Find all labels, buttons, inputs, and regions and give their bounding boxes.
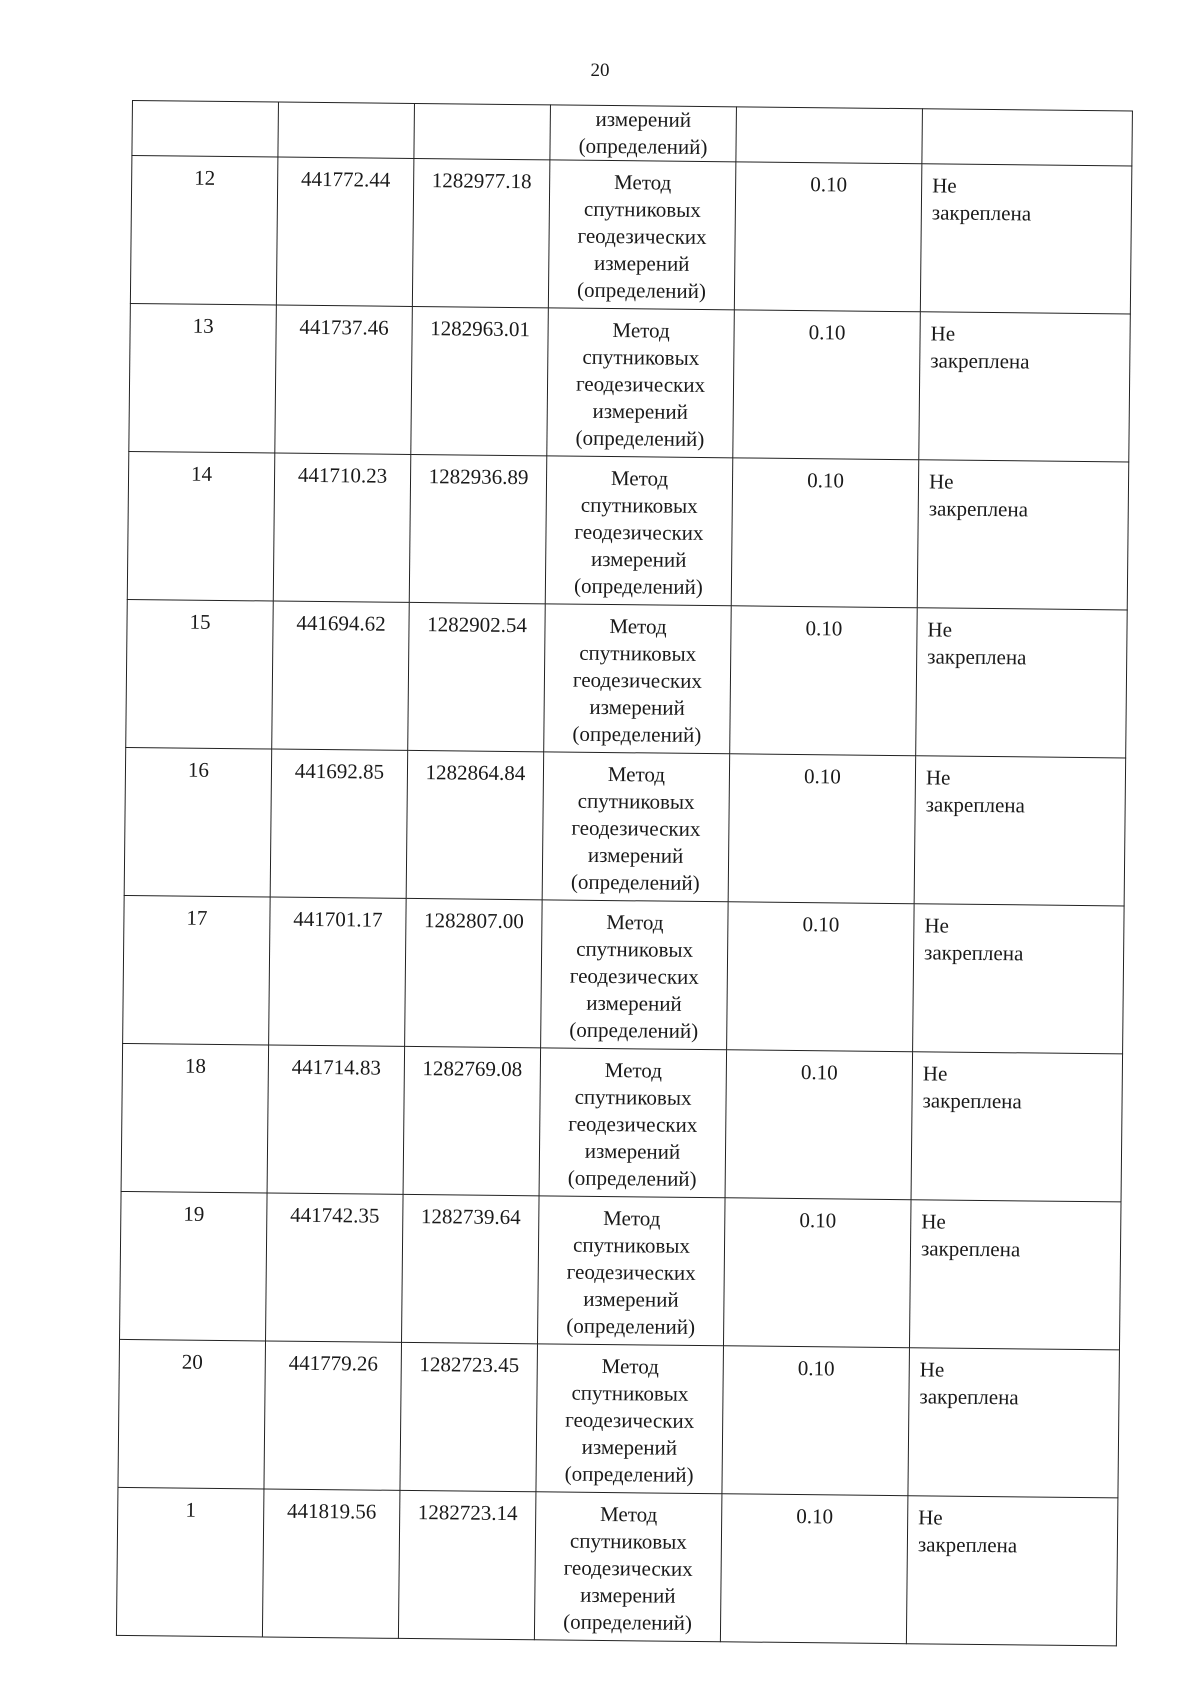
method-line: геодезических [565, 1407, 695, 1433]
table-row [116, 1487, 1117, 1645]
method-line: геодезических [572, 667, 703, 693]
cell-y: 1282963.01 [411, 306, 549, 455]
method-line: измерений [584, 1138, 681, 1164]
table-row [121, 1043, 1122, 1201]
method-line: Метод [603, 1205, 661, 1231]
fixation-line: закреплена [927, 644, 1027, 670]
method-line: (определений) [566, 1313, 696, 1339]
cell-fixation [906, 1496, 1118, 1646]
method-line: спутниковых [580, 492, 698, 518]
method-line: измерений [587, 842, 684, 868]
method-line: (определений) [572, 721, 702, 747]
method-line: измерений [595, 106, 692, 132]
fixation-line: закреплена [930, 348, 1030, 374]
cell-number: 13 [129, 303, 277, 453]
fixation-line: Не [928, 469, 954, 494]
method-line: геодезических [577, 223, 707, 250]
table-row [129, 303, 1130, 461]
method-line: спутниковых [582, 344, 700, 370]
fixation-line: Не [918, 1505, 943, 1530]
method-line: (определений) [567, 1165, 697, 1191]
cell-fixation [917, 460, 1129, 610]
method-line: измерений [589, 694, 685, 720]
cell-x: 441742.35 [266, 1193, 404, 1342]
coordinates-table [116, 100, 1133, 1646]
cell-y: 1282902.54 [408, 602, 546, 751]
cell-number: 12 [130, 156, 278, 306]
fixation-line: Не [927, 617, 953, 642]
fixation-line: закреплена [931, 200, 1032, 226]
method-line: геодезических [574, 519, 704, 546]
cell-method [550, 105, 737, 162]
method-line: измерений [593, 250, 690, 276]
cell-accuracy: 0.10 [731, 458, 919, 608]
method-line: (определений) [563, 1609, 693, 1635]
cell-number: 1 [116, 1487, 264, 1637]
table-body [116, 101, 1132, 1646]
method-line: (определений) [577, 277, 707, 304]
method-line: (определений) [578, 133, 708, 160]
table-row [124, 747, 1125, 905]
fixation-line: Не [922, 1061, 948, 1086]
method-line: геодезических [568, 1111, 698, 1137]
cell-fixation [922, 109, 1133, 166]
table-row [118, 1339, 1119, 1497]
fixation-line: закреплена [922, 1088, 1022, 1114]
cell-accuracy: 0.10 [734, 162, 922, 312]
cell-number: 16 [124, 747, 272, 897]
cell-x: 441772.44 [276, 157, 414, 306]
method-line: Метод [609, 614, 667, 639]
cell-fixation [920, 164, 1132, 314]
cell-accuracy: 0.10 [725, 1050, 913, 1200]
cell-number: 17 [123, 895, 271, 1045]
table-row [127, 451, 1128, 609]
cell-x [278, 102, 415, 158]
method-line: спутниковых [571, 1380, 689, 1406]
fixation-line: закреплена [919, 1384, 1019, 1410]
method-line: (определений) [569, 1017, 699, 1043]
cell-accuracy: 0.10 [730, 606, 918, 756]
method-line: Метод [610, 466, 669, 491]
cell-y: 1282977.18 [412, 158, 550, 307]
cell-number: 15 [126, 599, 274, 749]
cell-method [544, 604, 732, 754]
cell-fixation [908, 1348, 1120, 1498]
method-line: геодезических [566, 1259, 696, 1285]
cell-x: 441692.85 [270, 749, 408, 898]
method-line: Метод [599, 1501, 658, 1527]
cell-accuracy: 0.10 [722, 1346, 910, 1496]
method-line: Метод [607, 762, 666, 787]
fixation-line: закреплена [917, 1532, 1018, 1558]
cell-accuracy: 0.10 [728, 754, 916, 904]
fixation-line: закреплена [920, 1236, 1021, 1262]
method-line: геодезических [571, 815, 701, 841]
method-line: спутниковых [576, 936, 694, 962]
method-line: измерений [592, 398, 689, 424]
cell-method [537, 1196, 725, 1346]
cell-method [541, 900, 729, 1050]
method-line: Метод [613, 170, 672, 195]
cell-fixation [919, 312, 1131, 462]
cell-y: 1282864.84 [406, 750, 544, 899]
method-line: Метод [601, 1353, 659, 1379]
coordinates-table-container [116, 100, 1132, 1646]
method-line: спутниковых [583, 196, 701, 222]
fixation-line: Не [930, 321, 956, 346]
page-number: 20 [590, 60, 610, 81]
fixation-line: Не [919, 1357, 945, 1382]
fixation-line: закреплена [925, 792, 1026, 818]
method-line: Метод [604, 1058, 663, 1083]
method-line: Метод [606, 910, 664, 935]
cell-y: 1282723.14 [398, 1490, 536, 1639]
method-line: геодезических [563, 1555, 693, 1581]
cell-method [547, 308, 735, 458]
cell-fixation [914, 756, 1126, 906]
cell-accuracy [736, 107, 923, 164]
method-line: (определений) [573, 573, 703, 600]
cell-x: 441714.83 [267, 1045, 405, 1194]
method-line: измерений [583, 1286, 679, 1312]
cell-method [548, 160, 736, 310]
fixation-line: Не [921, 1209, 946, 1234]
table-row [126, 599, 1127, 757]
method-line: спутниковых [569, 1528, 687, 1554]
method-line: измерений [586, 990, 682, 1016]
cell-method [536, 1344, 724, 1494]
cell-y: 1282936.89 [409, 454, 547, 603]
method-line: геодезических [575, 371, 706, 398]
cell-y: 1282807.00 [405, 898, 543, 1047]
cell-number: 14 [127, 451, 275, 601]
method-line: геодезических [569, 963, 699, 989]
table-row [120, 1191, 1121, 1349]
table-row [123, 895, 1124, 1053]
method-line: спутниковых [574, 1084, 692, 1110]
cell-y: 1282723.45 [400, 1342, 538, 1491]
cell-x: 441737.46 [275, 305, 413, 454]
method-line: измерений [590, 546, 687, 572]
cell-number: 18 [121, 1043, 269, 1193]
method-line: (определений) [564, 1461, 694, 1487]
cell-method [539, 1048, 727, 1198]
cell-x: 441701.17 [269, 897, 407, 1046]
cell-accuracy: 0.10 [720, 1494, 908, 1644]
cell-fixation [913, 904, 1125, 1054]
method-line: (определений) [570, 869, 700, 895]
method-line: измерений [580, 1582, 676, 1608]
cell-method [542, 752, 730, 902]
fixation-line: Не [924, 913, 950, 938]
cell-x: 441694.62 [272, 601, 410, 750]
method-line: спутниковых [577, 788, 695, 814]
cell-x: 441819.56 [262, 1489, 400, 1638]
cell-accuracy: 0.10 [723, 1198, 911, 1348]
cell-number: 19 [120, 1191, 268, 1341]
cell-method [534, 1492, 722, 1642]
cell-fixation [911, 1052, 1123, 1202]
cell-fixation [909, 1200, 1121, 1350]
cell-method [545, 456, 733, 606]
cell-y [414, 103, 551, 159]
fixation-line: закреплена [923, 940, 1024, 966]
fixation-line: закреплена [928, 496, 1029, 522]
method-line: спутниковых [579, 640, 697, 666]
cell-fixation [916, 608, 1128, 758]
fixation-line: Не [925, 765, 951, 790]
fixation-line: Не [932, 173, 957, 198]
cell-y: 1282739.64 [402, 1194, 540, 1343]
cell-accuracy: 0.10 [727, 902, 915, 1052]
table-row [130, 156, 1131, 314]
method-line: измерений [581, 1434, 678, 1460]
method-line: (определений) [575, 425, 705, 452]
cell-x: 441710.23 [273, 453, 411, 602]
cell-accuracy: 0.10 [733, 310, 921, 460]
method-line: Метод [612, 318, 670, 343]
cell-x: 441779.26 [264, 1341, 402, 1490]
cell-number [132, 101, 279, 158]
cell-number: 20 [118, 1339, 266, 1489]
method-line: спутниковых [572, 1232, 691, 1258]
cell-y: 1282769.08 [403, 1046, 541, 1195]
